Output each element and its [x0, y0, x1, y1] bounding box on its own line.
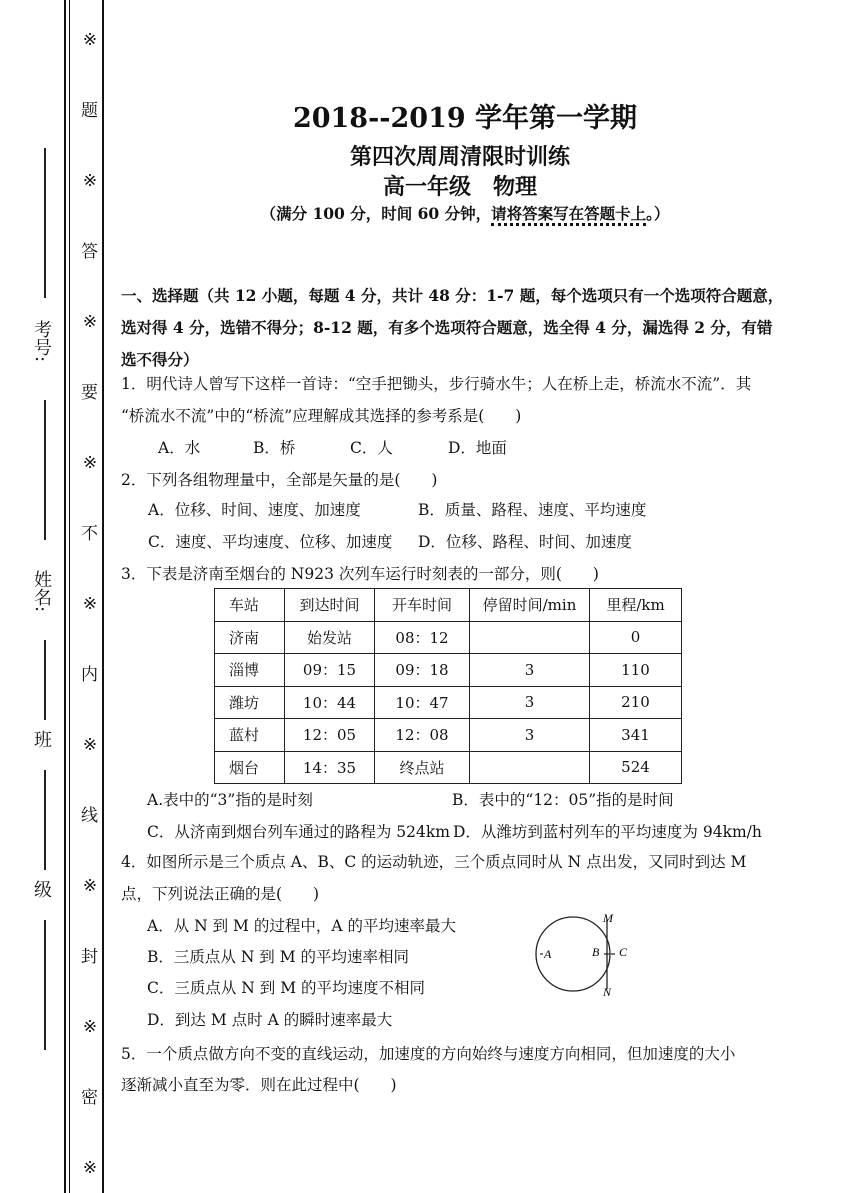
exam-no-label: 考号: — [31, 320, 52, 363]
seal-mark: ※ — [80, 453, 100, 473]
q1-option-b: B．桥 — [253, 439, 296, 457]
q3-option-a: A.表中的“3”指的是时刻 — [147, 791, 313, 809]
q4-option-b: B．三质点从 N 到 M 的平均速率相同 — [147, 948, 410, 966]
seal-mark: ※ — [80, 735, 100, 755]
table-cell — [470, 751, 590, 784]
q3-stem: 3．下表是济南至烟台的 N923 次列车运行时刻表的一部分，则( ) — [121, 565, 599, 583]
name-label: 姓名: — [31, 570, 52, 613]
q4-stem-line2: 点，下列说法正确的是( ) — [121, 885, 320, 903]
seal-char: 线 — [77, 805, 97, 823]
grade-subject: 高一年级 物理 — [382, 174, 537, 200]
seal-mark: ※ — [80, 312, 100, 332]
table-cell: 09：18 — [375, 654, 470, 687]
seal-mark: ※ — [80, 30, 100, 50]
note-prefix: （满分 100 分，时间 60 分钟， — [260, 204, 492, 223]
table-header-cell: 车站 — [215, 589, 285, 622]
q1-option-d: D．地面 — [448, 439, 507, 457]
table-cell: 3 — [470, 719, 590, 752]
table-row — [215, 719, 682, 752]
table-cell: 3 — [470, 654, 590, 687]
name-line — [44, 400, 46, 540]
class-line-top — [44, 640, 46, 720]
seal-char: 封 — [77, 946, 97, 964]
table-cell: 14：35 — [285, 751, 375, 784]
table-cell: 08：12 — [375, 621, 470, 654]
seal-mark: ※ — [80, 1017, 100, 1037]
q1-stem-line2: “桥流水不流”中的“桥流”应理解成其选择的参考系是( ) — [121, 407, 522, 425]
seal-char: 答 — [77, 241, 97, 259]
q2-option-d: D．位移、路程、时间、加速度 — [418, 533, 632, 551]
q5-stem-line1: 5．一个质点做方向不变的直线运动，加速度的方向始终与速度方向相同，但加速度的大小 — [121, 1045, 736, 1063]
seal-mark: ※ — [80, 594, 100, 614]
table-cell: 终点站 — [375, 751, 470, 784]
table-cell: 潍坊 — [215, 686, 285, 719]
q2-option-c: C．速度、平均速度、位移、加速度 — [148, 533, 393, 551]
table-cell: 09：15 — [285, 654, 375, 687]
trajectory-figure — [535, 910, 635, 1000]
q2-stem: 2．下列各组物理量中，全部是矢量的是( ) — [121, 471, 438, 489]
q5-stem-line2: 逐渐减小直至为零．则在此过程中( ) — [121, 1076, 397, 1094]
point-m-label: M — [603, 911, 613, 925]
table-row — [215, 751, 682, 784]
q3-option-b: B．表中的“12：05”指的是时间 — [452, 791, 674, 809]
table-cell: 烟台 — [215, 751, 285, 784]
paper-title: 2018--2019 学年第一学期 — [292, 103, 638, 134]
point-c-label: C — [619, 945, 628, 959]
exam-note — [0, 202, 860, 224]
q4-option-a: A．从 N 到 M 的过程中，A 的平均速率最大 — [147, 917, 456, 935]
point-b-label: B — [592, 945, 600, 959]
q3-option-d: D．从潍坊到蓝村列车的平均速度为 94km/h — [453, 823, 762, 841]
seal-mark: ※ — [80, 1158, 100, 1178]
table-cell: 110 — [590, 654, 682, 687]
q1-option-a: A．水 — [158, 439, 201, 457]
table-cell: 10：47 — [375, 686, 470, 719]
table-header-cell: 停留时间/min — [470, 589, 590, 622]
table-header-cell: 里程/km — [590, 589, 682, 622]
class-line-bottom — [44, 770, 46, 870]
table-cell: 淄博 — [215, 654, 285, 687]
table-cell: 341 — [590, 719, 682, 752]
grade-line — [44, 920, 46, 1050]
grade-label: 级 — [31, 880, 52, 898]
table-header-cell: 到达时间 — [285, 589, 375, 622]
q2-option-b: B．质量、路程、速度、平均速度 — [418, 501, 647, 519]
seal-char: 要 — [77, 382, 97, 400]
table-header-row — [215, 589, 682, 622]
train-timetable — [214, 588, 682, 784]
seal-char: 不 — [77, 523, 97, 541]
seal-mark: ※ — [80, 876, 100, 896]
class-label: 班 — [31, 730, 52, 748]
table-row — [215, 654, 682, 687]
q4-option-c: C．三质点从 N 到 M 的平均速度不相同 — [147, 979, 426, 997]
table-header-cell: 开车时间 — [375, 589, 470, 622]
table-row — [215, 686, 682, 719]
table-cell: 始发站 — [285, 621, 375, 654]
point-a-label: A — [544, 947, 552, 961]
table-cell: 10：44 — [285, 686, 375, 719]
table-cell: 济南 — [215, 621, 285, 654]
table-cell: 12：08 — [375, 719, 470, 752]
table-cell: 210 — [590, 686, 682, 719]
table-cell: 0 — [590, 621, 682, 654]
q3-option-c: C．从济南到烟台列车通过的路程为 524km — [147, 823, 450, 841]
q4-stem-line1: 4．如图所示是三个质点 A、B、C 的运动轨迹，三个质点同时从 N 点出发，又同时到达 M — [121, 853, 747, 871]
q4-option-d: D．到达 M 点时 A 的瞬时速率最大 — [147, 1011, 393, 1029]
table-cell: 蓝村 — [215, 719, 285, 752]
q1-option-c: C．人 — [350, 439, 393, 457]
table-cell: 524 — [590, 751, 682, 784]
seal-char: 密 — [77, 1087, 97, 1105]
table-cell: 3 — [470, 686, 590, 719]
table-row — [215, 621, 682, 654]
section-instructions-line1: 一、选择题（共 12 小题，每题 4 分，共计 48 分：1-7 题，每个选项只有一个选项符合题意， — [121, 286, 784, 305]
seal-mark: ※ — [80, 171, 100, 191]
table-cell: 12：05 — [285, 719, 375, 752]
section-instructions-line3: 选不得分） — [121, 350, 199, 369]
section-instructions-line2: 选对得 4 分，选错不得分；8-12 题，有多个选项符合题意，选全得 4 分，漏选得 2 分，有错 — [121, 318, 773, 337]
seal-char: 内 — [77, 664, 97, 682]
table-cell — [470, 621, 590, 654]
paper-subtitle: 第四次周周清限时训练 — [349, 144, 570, 170]
q1-stem-line1: 1．明代诗人曾写下这样一首诗：“空手把锄头，步行骑水牛；人在桥上走，桥流水不流”．其 — [121, 375, 752, 393]
seal-char: 题 — [77, 100, 97, 118]
q2-option-a: A．位移、时间、速度、加速度 — [148, 501, 361, 519]
note-suffix: 。） — [646, 204, 670, 223]
note-emphasis: 请将答案写在答题卡上 — [491, 204, 646, 226]
point-n-label: N — [603, 985, 612, 999]
